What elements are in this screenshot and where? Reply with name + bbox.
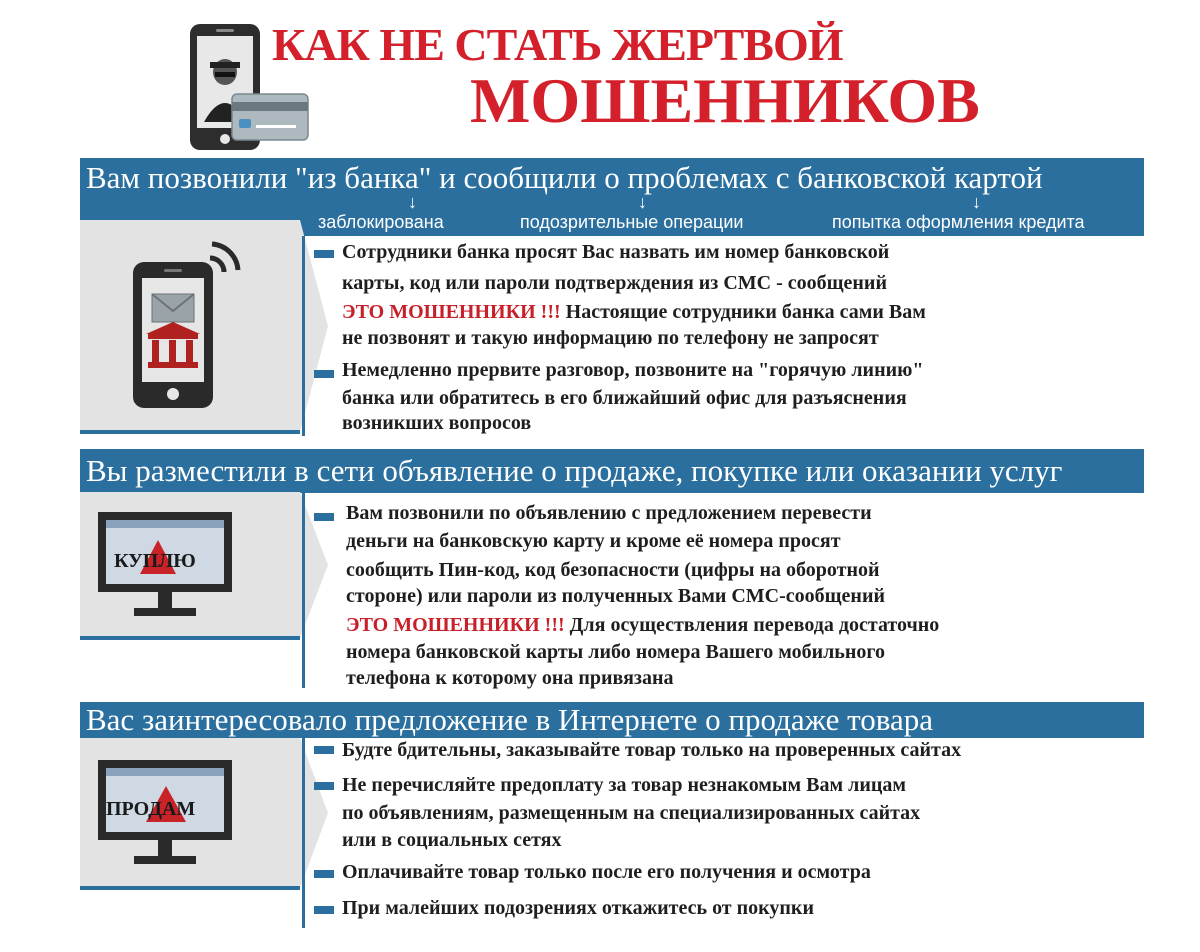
bullet-marker — [314, 870, 334, 878]
subitem-credit-attempt: попытка оформления кредита — [832, 212, 1085, 232]
warning-fraudsters: ЭТО МОШЕННИКИ !!! — [342, 301, 561, 323]
s2-line-7: телефона к которому она привязана — [346, 667, 674, 689]
s1-line-7: возникших вопросов — [342, 412, 532, 434]
bullet-marker — [314, 906, 334, 914]
bullet-marker — [314, 250, 334, 258]
arrow-down-icon: ↓ — [972, 192, 981, 212]
subitem-blocked: заблокирована — [318, 212, 444, 232]
smartphone-bank-icon — [128, 234, 258, 410]
section3-banner-title: Вас заинтересовало предложение в Интернете о продаже товара — [86, 702, 934, 737]
page-title-line1: КАК НЕ СТАТЬ ЖЕРТВОЙ — [272, 19, 843, 70]
s3-line-2: Не перечисляйте предоплату за товар незнакомым Вам лицам — [342, 774, 907, 796]
s3-line-4: или в социальных сетях — [342, 829, 562, 851]
s1-line-2: карты, код или пароли подтверждения из СМС - сообщений — [342, 272, 887, 294]
section3-banner — [80, 702, 1144, 738]
s1-line-3: ЭТО МОШЕННИКИ !!! Настоящие сотрудники банка сами Вам — [342, 301, 926, 323]
s3-line-3: по объявлениям, размещенным на специализированных сайтах — [342, 802, 921, 824]
arrow-down-icon: ↓ — [638, 192, 647, 212]
s2-line-4: стороне) или пароли из полученных Вами СМС-сообщений — [346, 585, 885, 607]
section1-image-panel — [80, 220, 300, 432]
s2-line-6: номера банковской карты либо номера Вашего мобильного — [346, 641, 885, 663]
page-title-line2: МОШЕННИКОВ — [470, 65, 980, 136]
monitor-icon — [96, 758, 236, 870]
warning-fraudsters: ЭТО МОШЕННИКИ !!! — [346, 614, 565, 636]
s2-line-3: сообщить Пин-код, код безопасности (цифры на оборотной — [346, 559, 880, 581]
s1-line-4: не позвонят и такую информацию по телефону не запросят — [342, 327, 879, 349]
s1-line-6: банка или обратитесь в его ближайший офис для разъяснения — [342, 387, 907, 409]
bullet-marker — [314, 746, 334, 754]
buy-label: КУПЛЮ — [114, 550, 196, 572]
section2-banner — [80, 449, 1144, 493]
section2-banner-title: Вы разместили в сети объявление о продаже, покупке или оказании услуг — [86, 453, 1063, 488]
sell-label: ПРОДАМ — [106, 798, 196, 820]
section1-vertical-rule — [302, 236, 305, 436]
s2-line-2: деньги на банковскую карту и кроме её номера просят — [346, 530, 841, 552]
s3-line-1: Будте бдительны, заказывайте товар только на проверенных сайтах — [342, 739, 962, 761]
section3-image-panel — [80, 738, 300, 888]
section2-panel-underline — [80, 636, 300, 640]
s2-line-5: ЭТО МОШЕННИКИ !!! Для осуществления перевода достаточно — [346, 614, 940, 636]
arrow-down-icon: ↓ — [408, 192, 417, 212]
s1-line-5: Немедленно прервите разговор, позвоните на "горячую линию" — [342, 359, 924, 381]
s1-line-1: Сотрудники банка просят Вас назвать им номер банковской — [342, 241, 890, 263]
section2-vertical-rule — [302, 492, 305, 688]
s3-line-6: При малейших подозрениях откажитесь от покупки — [342, 897, 814, 919]
section1-banner-title: Вам позвонили "из банка" и сообщили о проблемах с банковской картой — [86, 160, 1043, 195]
monitor-icon — [96, 510, 236, 622]
section3-panel-underline — [80, 886, 300, 890]
bullet-marker — [314, 370, 334, 378]
bullet-marker — [314, 513, 334, 521]
section3-vertical-rule — [302, 738, 305, 928]
section1-panel-underline — [80, 430, 300, 434]
s3-line-5: Оплачивайте товар только после его получения и осмотра — [342, 861, 871, 883]
bullet-marker — [314, 782, 334, 790]
subitem-suspicious-ops: подозрительные операции — [520, 212, 744, 232]
section2-image-panel — [80, 492, 300, 638]
s2-line-1: Вам позвонили по объявлению с предложением перевести — [346, 502, 872, 524]
